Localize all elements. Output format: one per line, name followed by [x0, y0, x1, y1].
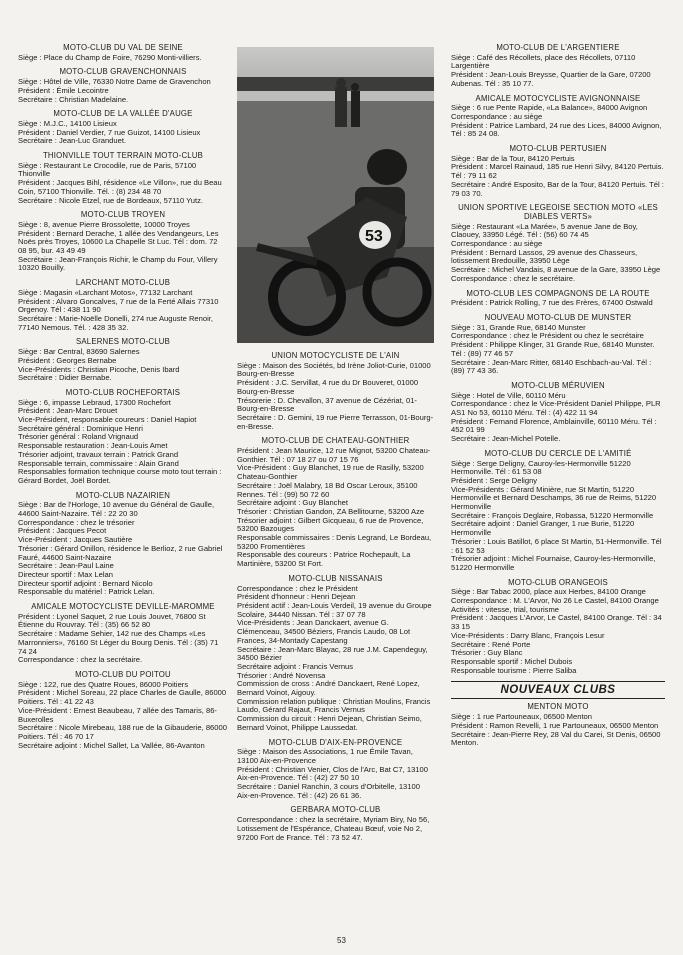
club-entry — [237, 437, 434, 569]
club-detail: Siège : Restaurant «La Marée», 5 avenue Jane de Boy, Claouey, 33950 Légé. Tél : (56) 60 74 45 — [451, 221, 638, 240]
club-detail: Siège : 31, Grande Rue, 68140 Munster — [451, 322, 586, 332]
club-detail: Secrétaire : D. Gemini, 19 rue Pierre Terrasson, 01-Bourg-en-Bresse. — [237, 412, 434, 431]
club-detail: Correspondance : M. L'Arvor, No 26 Le Castel, 84100 Orange — [451, 596, 659, 606]
club-title: AMICALE MOTOCYCLISTE AVIGNONNAISE — [475, 93, 641, 103]
club-title: NOUVEAU MOTO-CLUB DE MUNSTER — [484, 312, 632, 322]
club-entry — [237, 352, 434, 431]
club-detail: Président : J.C. Servillat, 4 rue du Dr Bouveret, 01000 Bourg-en-Bresse — [237, 378, 419, 396]
club-detail: Président : Fernand Florence, Amblainville, 60110 Méru. Tél : 452 01 99 — [451, 416, 657, 435]
club-detail: Secrétaire adjoint : Daniel Granger, 1 rue Burie, 51220 Hermonville — [451, 519, 635, 538]
club-detail: Secrétaire : René Porte — [451, 639, 531, 649]
club-detail: Siège : Restaurant Le Crocodile, rue de Paris, 57100 Thionville — [18, 160, 197, 179]
motorcycle-photo-icon — [237, 47, 434, 343]
club-detail: Activités : vitesse, trial, tourisme — [451, 604, 560, 614]
club-entry — [18, 152, 228, 205]
club-entry — [451, 145, 665, 198]
club-detail: Correspondance : chez le Vice-Président Daniel Philippe, PLR AS1 No 53, 60110 Méru. Tél : (4) 422 11 94 — [451, 399, 661, 418]
club-title: MOTO-CLUB LES COMPAGNONS DE LA ROUTE — [466, 288, 650, 298]
club-detail: Correspondance : chez le secrétaire. — [451, 273, 576, 283]
club-entry — [18, 338, 228, 383]
club-detail: Président : Jean Maurice, 12 rue Mignot, 53200 Chateau-Gonthier. Tél : 07 18 27 ou 07 15 76 — [237, 446, 431, 464]
racer-photo — [237, 47, 434, 343]
club-detail: Secrétaire : Daniel Ranchin, 3 cours d'Orbitelle, 13100 Aix-en-Provence. Tél : (42) 26 61 36. — [237, 782, 420, 800]
right-column — [451, 44, 665, 754]
club-detail: Secrétaire : Jean-Paul Laine — [18, 561, 114, 571]
club-detail: Trésorier : Guy Blanc — [451, 648, 523, 658]
club-detail: Président : Émile Lecointre — [18, 85, 109, 95]
club-detail: Trésorier : Louis Batillot, 6 place St Martin, 51-Hermonville. Tél : 61 52 53 — [451, 536, 662, 555]
club-detail: Président : Alvaro Goncalves, 7 rue de la Ferté Allais 77310 Orgenoy. Tél : 438 11 90 — [18, 296, 219, 315]
club-detail: Siège : Place du Champ de Foire, 76290 Monti-villiers. — [18, 52, 202, 62]
club-detail: Secrétaire : Joël Malabry, 18 Bd Oscar Leroux, 35100 Rennes. Tél : (99) 50 72 60 — [237, 480, 418, 499]
club-detail: Secrétaire : Christian Madelaine. — [18, 94, 129, 104]
club-detail: Siège : Café des Récollets, place des Récollets, 07110 Largentière — [451, 52, 636, 71]
club-detail: Siège : Serge Deligny, Cauroy-les-Hermonville 51220 Hermonville. Tél : 61 53 08 — [451, 458, 631, 477]
club-detail: Trésorier : André Novensa — [237, 670, 326, 680]
club-detail: Secrétaire : André Esposito, Bar de la Tour, 84120 Pertuis. Tél : 79 03 70. — [451, 179, 664, 198]
club-detail: Responsable des coureurs : Patrice Rochepault, La Martinière, 53200 St Fort. — [237, 550, 411, 569]
club-detail: Siège : Bar de la Tour, 84120 Pertuis — [451, 153, 575, 163]
club-detail: Président : Patrick Rolling, 7 rue des Frères, 67400 Ostwald — [451, 298, 653, 308]
club-title: MOTO-CLUB NAZAIRIEN — [75, 490, 171, 500]
club-entry — [451, 95, 665, 140]
club-detail: Responsable du matériel : Patrick Lelan. — [18, 587, 155, 597]
club-title: MOTO-CLUB PERTUSIEN — [509, 144, 607, 154]
club-detail: Président actif : Jean-Louis Verdeil, 19 avenue du Groupe Scolaire, 34440 Nissan. Tél : 37 07 78 — [237, 600, 432, 619]
club-detail: Siège : Bar de l'Horloge, 10 avenue du Général de Gaulle, 44600 Saint-Nazaire. Tél : 22 20 30 — [18, 500, 215, 519]
club-title: MOTO-CLUB DE CHATEAU-GONTHIER — [261, 436, 410, 446]
club-detail: Président : Jacques Pecot — [18, 526, 107, 536]
club-detail: Président : Patrice Lambard, 24 rue des Lices, 84000 Avignon, Tél : 85 24 08. — [451, 120, 662, 139]
club-detail: Président : Jean-Marc Drouet — [18, 406, 118, 416]
club-entry — [451, 44, 665, 89]
club-detail: Correspondance : chez le Président ou chez le secrétaire — [451, 331, 644, 341]
club-detail: Siège : Bar Central, 83690 Salernes — [18, 347, 140, 357]
club-detail: Trésorier adjoint, travaux terrain : Patrick Grand — [18, 449, 179, 459]
club-title: MOTO-CLUB NISSANAIS — [288, 573, 383, 583]
club-detail: Siège : Maison des Associations, 1 rue Émile Tavan, 13100 Aix-en-Provence — [237, 747, 413, 765]
club-detail: Commission du circuit : Henri Dejean, Christian Seimo, Bernard Voinot, Philippe Laussedat. — [237, 714, 422, 732]
club-entry — [18, 389, 228, 486]
club-detail: Secrétaire : Didier Bernabe. — [18, 373, 112, 383]
club-detail: Trésorier général : Roland Vrignaud — [18, 432, 139, 442]
new-clubs-heading: NOUVEAUX CLUBS — [451, 681, 665, 699]
right-club-list — [451, 44, 665, 675]
club-detail: Président : Christian Venier, Clos de l'Arc, Bat C7, 13100 Aix-en-Provence. Tél : (42) 27 50 10 — [237, 764, 428, 783]
club-detail: Secrétaire : Jean-François Richir, le Champ du Four, Villery 10320 Bouilly. — [18, 254, 218, 273]
club-detail: Vice-Présidents : Christian Picoche, Denis Ibard — [18, 364, 180, 374]
club-title: MOTO-CLUB GRAVENCHONNAIS — [59, 67, 187, 77]
club-entry — [18, 671, 228, 750]
club-entry — [18, 110, 228, 146]
club-detail: Commission de cross : André Danckaert, René Lopez, Bernard Voinot, Aigouy. — [237, 679, 420, 698]
club-detail: Président : Jacques L'Arvor, Le Castel, 84100 Orange. Tél : 34 33 15 — [451, 613, 662, 632]
club-detail: Correspondance : chez la secrétaire. — [18, 655, 143, 665]
club-entry — [18, 68, 228, 104]
club-detail: Secrétaire : Jean-Marc Blayac, 28 rue J.M. Capendeguy, 34500 Bézier — [237, 644, 428, 663]
club-title: UNION SPORTIVE LEGEOISE SECTION MOTO «LES DIABLES VERTS» — [458, 203, 658, 221]
club-title: MOTO-CLUB ORANGEOIS — [508, 577, 608, 587]
club-detail: Secrétaire : Jean-Pierre Rey, 28 Val du Carei, St Denis, 06500 Menton. — [451, 729, 661, 748]
club-title: MOTO-CLUB DU POITOU — [75, 670, 171, 679]
club-detail: Siège : Bar Tabac 2000, place aux Herbes, 84100 Orange — [451, 587, 646, 597]
club-entry — [237, 806, 434, 842]
club-detail: Vice-Président, responsable coureurs : Daniel Hapiot — [18, 415, 197, 425]
club-title: MENTON MOTO — [527, 702, 589, 712]
club-entry — [18, 44, 228, 62]
club-detail: Secrétaire : Jean-Michel Potelle. — [451, 434, 561, 444]
club-detail: Correspondance : chez la secrétaire, Myriam Biry, No 56, Lotissement de l'Espérance, Chateau Bœuf, voie No 2, 97200 Fort de France. Tél : 73 52 47. — [237, 815, 430, 842]
club-detail: Siège : Maison des Sociétés, bd Irène Joliot-Curie, 01000 Bourg-en-Bresse — [237, 360, 431, 379]
club-title: MOTO-CLUB ROCHEFORTAIS — [65, 387, 181, 397]
club-detail: Secrétaire : Jean-Luc Granduet. — [18, 136, 127, 146]
club-detail: Secrétaire : Nicole Mirebeau, 188 rue de la Gibauderie, 86000 Poitiers. Tél : 46 70 17 — [18, 723, 227, 741]
club-detail: Vice-Présidents : Gérard Minière, rue St Martin, 51220 Hermonville et Bernard Deschamps, 36 rue de Reims, 51220 Hermonville — [451, 484, 657, 512]
club-detail: Président : Bernard Derache, 1 allée des Vendangeurs, Les Noës près Troyes, 10600 La Chapelle St Luc. Tél : dom. 72 08 95, bur. 43 49 49 — [18, 228, 219, 256]
club-detail: Secrétaire adjoint : Michel Sallet, La Vallée, 86-Avanton — [18, 740, 205, 750]
club-detail: Correspondance : chez le trésorier — [18, 517, 135, 527]
club-detail: Secrétaire général : Dominique Henri — [18, 423, 143, 433]
club-detail: Président : Lyonel Saquet, 2 rue Louis Jouvet, 76800 St Étienne du Rouvray. Tél : (35) 66 52 80 — [18, 611, 206, 630]
club-detail: Correspondance : chez le Président — [237, 583, 358, 593]
club-entry — [18, 279, 228, 332]
club-detail: Responsable terrain, commissaire : Alain Grand — [18, 458, 179, 468]
left-column — [18, 44, 228, 756]
club-entry — [18, 603, 228, 665]
club-title: LARCHANT MOTO-CLUB — [75, 278, 171, 288]
club-entry — [451, 314, 665, 376]
club-detail: Responsable tourisme : Pierre Saliba — [451, 665, 577, 675]
club-detail: Responsable commissaires : Denis Legrand, Le Bordeau, 53200 Fromentières — [237, 533, 432, 551]
club-detail: Siège : M.J.C., 14100 Lisieux — [18, 118, 117, 128]
club-detail: Secrétaire : Madame Sehier, 142 rue des Champs «Les Marronniers», 76160 St Léger du Bourg Denis. Tél : (35) 71 74 24 — [18, 629, 219, 656]
club-detail: Siège : 8, avenue Pierre Brossolette, 10000 Troyes — [18, 219, 190, 229]
club-detail: Secrétaire adjoint : Guy Blanchet — [237, 498, 349, 508]
club-entry — [451, 382, 665, 444]
club-detail: Directeur sportif adjoint : Bernard Nicolo — [18, 578, 153, 588]
club-detail: Correspondance : au siège — [451, 239, 543, 249]
club-detail: Président : Ramon Revelli, 1 rue Partouneaux, 06500 Menton — [451, 720, 659, 730]
club-detail: Siège : 6 rue Pente Rapide, «La Balance», 84000 Avignon — [451, 103, 648, 113]
club-title: SALERNES MOTO-CLUB — [75, 337, 170, 347]
club-detail: Siège : 122, rue des Quatre Roues, 86000 Poitiers — [18, 679, 189, 689]
club-entry — [451, 204, 665, 283]
club-title: MOTO-CLUB DE L'ARGENTIERE — [496, 43, 620, 52]
club-entry — [237, 739, 434, 801]
club-detail: Trésorier adjoint : Michel Fournaise, Cauroy-les-Hermonville, 51220 Hermonville — [451, 554, 656, 572]
club-entry — [451, 703, 665, 748]
club-detail: Trésorier : Christian Gandon, ZA Bellitourne, 53200 Aze — [237, 506, 425, 516]
club-detail: Siège : 6, impasse Lebraud, 17300 Rochefort — [18, 397, 171, 407]
club-detail: Secrétaire : Marie-Noëlle Donelli, 274 rue Auguste Renoir, 77140 Nemous. Tél. : 428 35 32. — [18, 313, 214, 332]
club-detail: Secrétaire : Nicole Etzel, rue de Bordeaux, 57110 Yutz. — [18, 195, 204, 205]
middle-column — [237, 352, 434, 848]
new-club-list — [451, 703, 665, 748]
club-detail: Vice-Présidents : Darry Blanc, François Lesur — [451, 630, 605, 640]
club-detail: Secrétaire : Jean-Marc Ritter, 68140 Eschbach-au-Val. Tél : (89) 77 43 36. — [451, 357, 652, 376]
club-detail: Responsables formation technique course moto tout terrain : Gérard Bordet, Joël Bordet. — [18, 467, 222, 485]
club-title: MOTO-CLUB DU VAL DE SEINE — [63, 43, 183, 52]
club-detail: Vice-Président : Ernest Beaubeau, 7 allée des Tamaris, 86-Buxerolles — [18, 705, 217, 724]
page-number: 53 — [337, 936, 346, 945]
svg-text:53: 53 — [365, 228, 383, 245]
club-title: THIONVILLE TOUT TERRAIN MOTO-CLUB — [42, 151, 204, 161]
club-detail: Président : Philippe Klinger, 31 Grande Rue, 68140 Munster. Tél : (89) 77 46 57 — [451, 340, 655, 358]
club-detail: Vice-Président : Jacques Sautière — [18, 535, 133, 545]
club-detail: Président : Jean-Louis Breysse, Quartier de la Gare, 07200 Aubenas. Tél : 35 10 77. — [451, 70, 651, 88]
club-detail: Président : Bernard Lassos, 29 avenue des Chasseurs, lotissement Bredouille, 33950 Lège — [451, 247, 638, 266]
club-detail: Secrétaire adjoint : Francis Vernus — [237, 661, 354, 671]
club-detail: Commission relation publique : Christian Moulins, Francis Laudo, Gérard Rajaut, Francis Vernus — [237, 696, 431, 715]
club-detail: Président : Jacques Bihl, résidence «Le Villon», rue du Beau Coin, 57100 Thionville. Tél. : (8) 234 48 70 — [18, 178, 222, 196]
club-detail: Siège : 1 rue Partouneaux, 06500 Menton — [451, 712, 593, 722]
club-title: MOTO-CLUB DU CERCLE DE L'AMITIÉ — [484, 448, 632, 458]
club-title: MOTO-CLUB TROYEN — [80, 210, 166, 220]
club-detail: Correspondance : au siège — [451, 111, 543, 121]
club-detail: Responsable restauration : Jean-Louis Amet — [18, 441, 168, 451]
club-entry — [18, 492, 228, 597]
club-detail: Siège : Hotel de Ville, 60110 Méru — [451, 390, 566, 400]
club-detail: Président : Daniel Verdier, 7 rue Guizot, 14100 Lisieux — [18, 127, 201, 137]
club-detail: Trésorier adjoint : Gilbert Gicqueau, 6 rue de Provence, 53200 Bazouges — [237, 515, 424, 534]
club-entry — [18, 211, 228, 273]
club-detail: Trésorerie : D. Chevallon, 37 avenue de Cézériat, 01-Bourg-en-Bresse — [237, 395, 417, 414]
club-detail: Président d'honneur : Henri Dejean — [237, 592, 356, 602]
club-entry — [451, 450, 665, 573]
club-entry — [451, 579, 665, 676]
club-detail: Siège : Hôtel de Ville, 76330 Notre Dame de Gravenchon — [18, 77, 211, 87]
club-detail: Trésorier : Gérard Onillon, résidence le Berlioz, 2 rue Gabriel Fauré, 44600 Saint-Nazaire — [18, 543, 223, 562]
club-detail: Président : Georges Bernabe — [18, 355, 117, 365]
club-detail: Président : Marcel Rainaud, 185 rue Henri Silvy, 84120 Pertuis. Tél : 79 11 62 — [451, 162, 664, 181]
club-detail: Secrétaire : François Deglaire, Robassa, 51220 Hermonville — [451, 510, 654, 520]
club-detail: Président : Michel Soreau, 22 place Charles de Gaulle, 86000 Poitiers. Tél : 41 22 43 — [18, 688, 227, 707]
club-detail: Directeur sportif : Max Lelan — [18, 569, 113, 579]
club-title: AMICALE MOTOCYCLISTE DEVILLE-MAROMME — [31, 602, 215, 612]
club-title: UNION MOTOCYCLISTE DE L'AIN — [271, 351, 400, 360]
club-detail: Président : Serge Deligny — [451, 475, 538, 485]
club-title: MOTO-CLUB DE LA VALLÉE D'AUGE — [53, 109, 193, 119]
club-detail: Secrétaire : Michel Vandais, 8 avenue de la Gare, 33950 Lège — [451, 265, 661, 275]
club-detail: Siège : Magasin «Larchant Motos», 77132 Larchant — [18, 287, 193, 297]
club-title: MOTO-CLUB MÉRUVIEN — [511, 380, 605, 390]
club-entry — [237, 575, 434, 733]
club-detail: Vice-Présidents : Jean Danckaert, avenue G. Clémenceau, 34500 Béziers, Francis Laudo, 08 Lot Frances, 34-Montady Capestang — [237, 618, 411, 645]
club-detail: Vice-Président : Guy Blanchet, 19 rue de Rasilly, 53200 Chateau-Gonthier — [237, 463, 424, 482]
club-detail: Responsable sportif : Michel Dubois — [451, 657, 573, 666]
club-title: GERBARA MOTO-CLUB — [290, 805, 381, 815]
club-title: MOTO-CLUB D'AIX-EN-PROVENCE — [268, 737, 403, 747]
club-entry — [451, 290, 665, 308]
